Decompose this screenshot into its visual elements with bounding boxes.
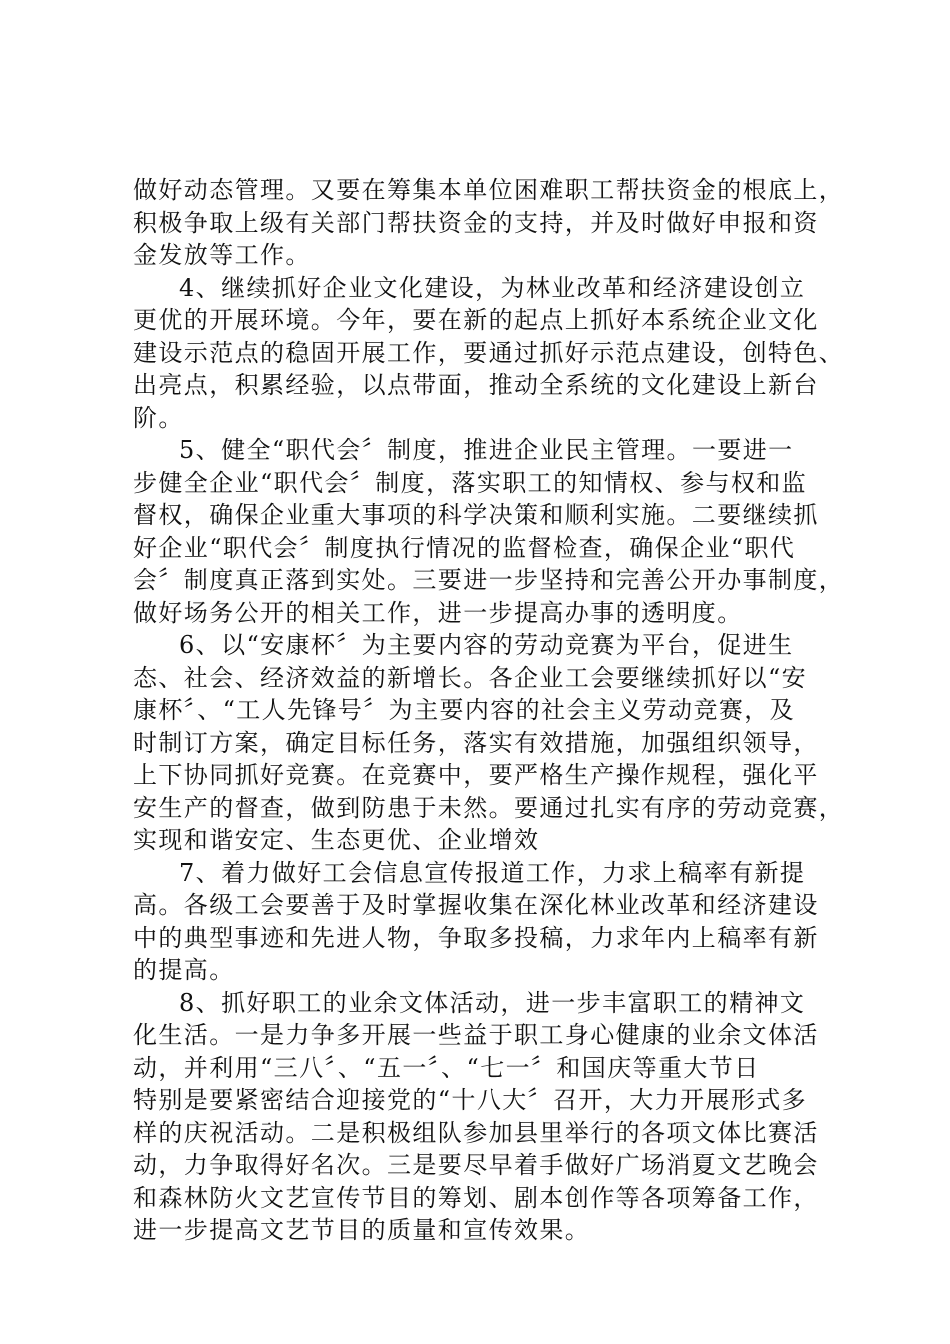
text-line: 阶。 <box>133 403 184 432</box>
text-line: 建设示范点的稳固开展工作，要通过抓好示范点建设，创特色、 <box>133 338 845 367</box>
text-line: 样的庆祝活动。二是积极组队参加县里举行的各项文体比赛活 <box>133 1118 819 1147</box>
text-line: 高。各级工会要善于及时掌握收集在深化林业改革和经济建设 <box>133 891 819 919</box>
text-line: 中的典型事迹和先进人物，争取多投稿，力求年内上稿率有新 <box>133 923 819 952</box>
text-line: 4、继续抓好企业文化建设，为林业改革和经济建设创立 <box>179 273 806 302</box>
text-line: 时制订方案，确定目标任务，落实有效措施，加强组织领导， <box>133 728 819 757</box>
text-line: 态、社会、经济效益的新增长。各企业工会要继续抓好以“安 <box>133 663 808 692</box>
text-line: 动，并利用“三八〞、“五一〞、“七一〞和国庆等重大节日 <box>133 1053 760 1082</box>
text-line: 动，力争取得好名次。三是要尽早着手做好广场消夏文艺晚会 <box>133 1151 819 1179</box>
text-line: 和森林防火文艺宣传节目的筹划、剧本创作等各项筹备工作， <box>133 1183 819 1212</box>
text-line: 安生产的督查，做到防患于未然。要通过扎实有序的劳动竞赛， <box>133 793 845 822</box>
text-line: 出亮点，积累经验，以点带面，推动全系统的文化建设上新台 <box>133 371 819 399</box>
text-line: 金发放等工作。 <box>133 241 311 269</box>
text-line: 做好场务公开的相关工作，进一步提高办事的透明度。 <box>133 598 743 627</box>
text-line: 做好动态管理。又要在筹集本单位困难职工帮扶资金的根底上， <box>133 176 845 204</box>
text-line: 康杯〞、“工人先锋号〞为主要内容的社会主义劳动竞赛，及 <box>133 696 796 724</box>
text-line: 8、抓好职工的业余文体活动，进一步丰富职工的精神文 <box>179 988 806 1017</box>
body-text <box>133 174 853 1247</box>
text-line: 的提高。 <box>133 956 235 984</box>
text-line: 积极争取上级有关部门帮扶资金的支持，并及时做好申报和资 <box>133 208 819 237</box>
text-line: 7、着力做好工会信息宣传报道工作，力求上稿率有新提 <box>179 858 806 887</box>
text-line: 特别是要紧密结合迎接党的“十八大〞召开，大力开展形式多 <box>133 1086 808 1114</box>
text-line: 化生活。一是力争多开展一些益于职工身心健康的业余文体活 <box>133 1021 819 1049</box>
text-line: 5、健全“职代会〞制度，推进企业民主管理。一要进一 <box>179 436 794 464</box>
text-line: 会〞制度真正落到实处。三要进一步坚持和完善公开办事制度， <box>133 566 845 594</box>
text-line: 好企业“职代会〞制度执行情况的监督检查，确保企业“职代 <box>133 533 796 562</box>
text-line: 步健全企业“职代会〞制度，落实职工的知情权、参与权和监 <box>133 468 808 497</box>
text-line: 6、以“安康杯〞为主要内容的劳动竞赛为平台，促进生 <box>179 631 794 659</box>
text-line: 进一步提高文艺节目的质量和宣传效果。 <box>133 1216 591 1244</box>
text-line: 上下协同抓好竞赛。在竞赛中，要严格生产操作规程，强化平 <box>133 761 819 789</box>
text-line: 督权，确保企业重大事项的科学决策和顺利实施。二要继续抓 <box>133 501 819 529</box>
text-line: 更优的开展环境。今年，要在新的起点上抓好本系统企业文化 <box>133 306 819 334</box>
text-line: 实现和谐安定、生态更优、企业增效 <box>133 826 540 854</box>
